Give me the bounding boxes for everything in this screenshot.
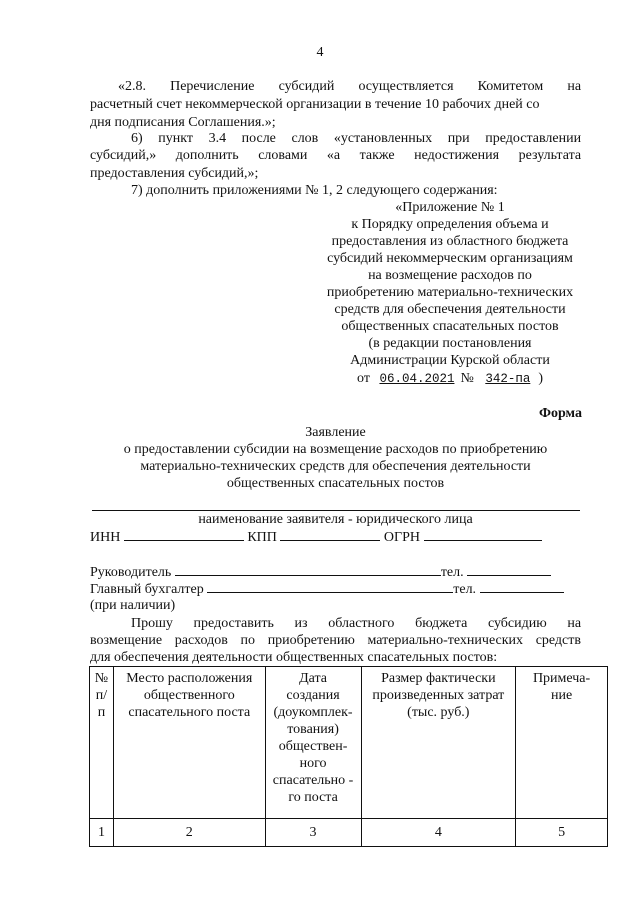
- manager-field[interactable]: [175, 563, 441, 576]
- manager-tel-field[interactable]: [467, 563, 551, 576]
- appendix-line: к Порядку определения объема и: [351, 217, 549, 232]
- paragraph-2-8-line-2: расчетный счет некоммерческой организации в течение 10 рабочих дней со: [90, 97, 540, 112]
- application-subtitle-line: материально-технических средств для обеспечения деятельности: [140, 459, 531, 474]
- table-cell: 5: [516, 819, 608, 847]
- kpp-label: КПП: [247, 530, 277, 545]
- paragraph-6-line-1: 6) пункт 3.4 после слов «установленных при предоставлении: [131, 131, 582, 146]
- appendix-line: на возмещение расходов по: [368, 268, 532, 283]
- accountant-row: [90, 580, 564, 598]
- table-cell: 2: [113, 819, 265, 847]
- request-line-1: Прошу предоставить из областного бюджета субсидию на: [131, 616, 582, 631]
- ogrn-field[interactable]: [424, 528, 542, 541]
- inn-field[interactable]: [124, 528, 244, 541]
- subsidy-table: [89, 666, 608, 847]
- manager-row: [90, 563, 551, 581]
- header-cell-expenses: Размер фактически произведенных затрат (тыс. руб.): [361, 667, 516, 819]
- request-line-3: для обеспечения деятельности общественных спасательных постов:: [90, 650, 498, 665]
- application-subtitle-line: общественных спасательных постов: [226, 476, 445, 491]
- table-number-row: [90, 819, 608, 847]
- paragraph-6-line-2: субсидий,» дополнить словами «а также недостижения результата: [90, 148, 582, 163]
- header-cell-date: Дата создания (доукомплек- тования) обществен- ного спасательно - го поста: [265, 667, 361, 819]
- application-title-block: [90, 424, 581, 492]
- table-cell: 4: [361, 819, 516, 847]
- ogrn-label: ОГРН: [383, 530, 421, 545]
- accountant-tel-field[interactable]: [480, 580, 564, 593]
- paragraph-2-8-line-1: «2.8. Перечисление субсидий осуществляется Комитетом на: [118, 79, 582, 94]
- application-subtitle-line: о предоставлении субсидии на возмещение расходов по приобретению: [123, 442, 548, 457]
- header-cell-location: Место расположения общественного спасательного поста: [113, 667, 265, 819]
- paragraph-7: 7) дополнить приложениями № 1, 2 следующего содержания:: [131, 183, 498, 198]
- accountant-label: Главный бухгалтер: [90, 582, 204, 597]
- kpp-field[interactable]: [280, 528, 380, 541]
- header-cell-number: № п/ п: [90, 667, 114, 819]
- appendix-header: [300, 199, 600, 388]
- if-any-note: (при наличии): [90, 598, 176, 613]
- accountant-tel-label: тел.: [453, 582, 477, 597]
- application-title: Заявление: [305, 425, 366, 440]
- registration-codes-row: [90, 528, 542, 546]
- appendix-line: общественных спасательных постов: [341, 319, 559, 334]
- paragraph-2-8-line-3: дня подписания Соглашения.»;: [90, 115, 276, 130]
- appendix-line: предоставления из областного бюджета: [331, 234, 569, 249]
- appendix-line: приобретению материально-технических: [326, 285, 574, 300]
- form-label: Форма: [538, 406, 582, 421]
- appendix-line: Администрации Курской области: [350, 353, 550, 368]
- applicant-name-caption: наименование заявителя - юридического лица: [198, 512, 473, 527]
- appendix-date: 06.04.2021: [379, 372, 455, 386]
- appendix-line: (в редакции постановления: [368, 336, 532, 351]
- accountant-field[interactable]: [207, 580, 453, 593]
- inn-label: ИНН: [90, 530, 121, 545]
- appendix-line: «Приложение № 1: [395, 200, 505, 215]
- page-number: 4: [316, 45, 324, 60]
- table-cell: 1: [90, 819, 114, 847]
- manager-label: Руководитель: [90, 565, 172, 580]
- appendix-line: субсидий некоммерческим организациям: [327, 251, 573, 266]
- manager-tel-label: тел.: [440, 565, 464, 580]
- header-cell-note: Примеча- ние: [516, 667, 608, 819]
- appendix-date-line: от 06.04.2021 № 342-па ): [357, 371, 543, 386]
- paragraph-6-line-3: предоставления субсидий,»;: [90, 166, 259, 181]
- appendix-number: 342-па: [485, 372, 531, 386]
- appendix-line: средств для обеспечения деятельности: [334, 302, 566, 317]
- table-cell: 3: [265, 819, 361, 847]
- table-header-row: [90, 667, 608, 819]
- request-line-2: возмещение расходов по приобретению материально-технических средств: [90, 633, 581, 648]
